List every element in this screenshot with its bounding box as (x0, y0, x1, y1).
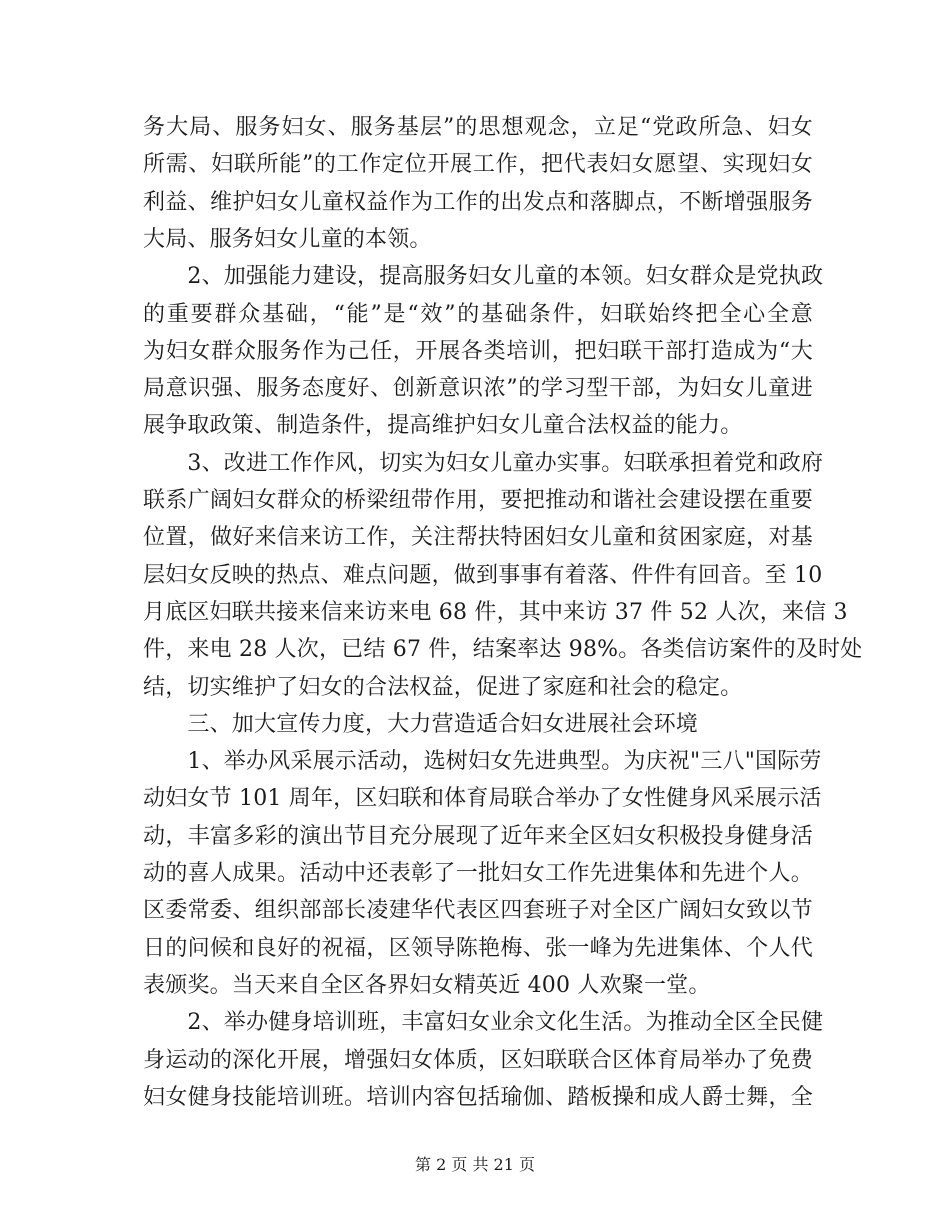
text-line: 大局、服务妇女儿童的本领。 (143, 227, 432, 252)
text-line: 展争取政策、制造条件，提高维护妇女儿童合法权益的能力。 (143, 413, 743, 438)
text-line: 区委常委、组织部部长凌建华代表区四套班子对全区广阔妇女致以节 (143, 898, 813, 923)
text-line: 身运动的深化开展，增强妇女体质，区妇联联合区体育局举办了免费 (143, 1048, 813, 1073)
text-line: 月底区妇联共接来信来访来电 68 件，其中来访 37 件 52 人次，来信 3 (143, 600, 848, 625)
text-line: 2、举办健身培训班，丰富妇女业余文化生活。为推动全区全民健 (143, 1010, 824, 1035)
text-line: 利益、维护妇女儿童权益作为工作的出发点和落脚点，不断增强服务 (143, 190, 813, 215)
text-line: 妇女健身技能培训班。培训内容包括瑜伽、踏板操和成人爵士舞，全 (143, 1085, 813, 1110)
text-line: 结，切实维护了妇女的合法权益，促进了家庭和社会的稳定。 (143, 675, 743, 700)
text-line: 1、举办风采展示活动，选树妇女先进典型。为庆祝"三八"国际劳 (143, 749, 822, 774)
text-line: 所需、妇联所能”的工作定位开展工作，把代表妇女愿望、实现妇女 (143, 152, 813, 177)
text-line: 动妇女节 101 周年，区妇联和体育局联合举办了女性健身风采展示活 (143, 786, 822, 811)
text-line: 的重要群众基础，“能”是“效”的基础条件，妇联始终把全心全意 (143, 302, 813, 327)
text-line: 为妇女群众服务作为己任，开展各类培训，把妇联干部打造成为“大 (143, 339, 813, 364)
text-line: 表颁奖。当天来自全区各界妇女精英近 400 人欢聚一堂。 (143, 973, 711, 998)
text-line: 动，丰富多彩的演出节目充分展现了近年来全区妇女积极投身健身活 (143, 824, 813, 849)
text-line: 位置，做好来信来访工作，关注帮扶特困妇女儿童和贫困家庭，对基 (143, 525, 813, 550)
text-line: 联系广阔妇女群众的桥梁纽带作用，要把推动和谐社会建设摆在重要 (143, 488, 813, 513)
text-line: 2、加强能力建设，提高服务妇女儿童的本领。妇女群众是党执政 (143, 264, 824, 289)
text-line: 日的问候和良好的祝福，区领导陈艳梅、张一峰为先进集体、个人代 (143, 936, 813, 961)
page-footer: 第 2 页 共 21 页 (415, 1155, 535, 1174)
text-line: 动的喜人成果。活动中还表彰了一批妇女工作先进集体和先进个人。 (143, 861, 813, 886)
text-line: 件，来电 28 人次，已结 67 件，结案率达 98%。各类信访案件的及时处 (143, 637, 863, 662)
text-line: 3、改进工作作风，切实为妇女儿童办实事。妇联承担着党和政府 (143, 451, 824, 476)
text-line: 务大局、服务妇女、服务基层”的思想观念，立足“党政所急、妇女 (143, 115, 813, 140)
text-line: 局意识强、服务态度好、创新意识浓”的学习型干部，为妇女儿童进 (143, 376, 813, 401)
text-line: 层妇女反映的热点、难点问题，做到事事有着落、件件有回音。至 10 (143, 563, 823, 588)
text-line: 三、加大宣传力度，大力营造适合妇女进展社会环境 (143, 712, 699, 737)
